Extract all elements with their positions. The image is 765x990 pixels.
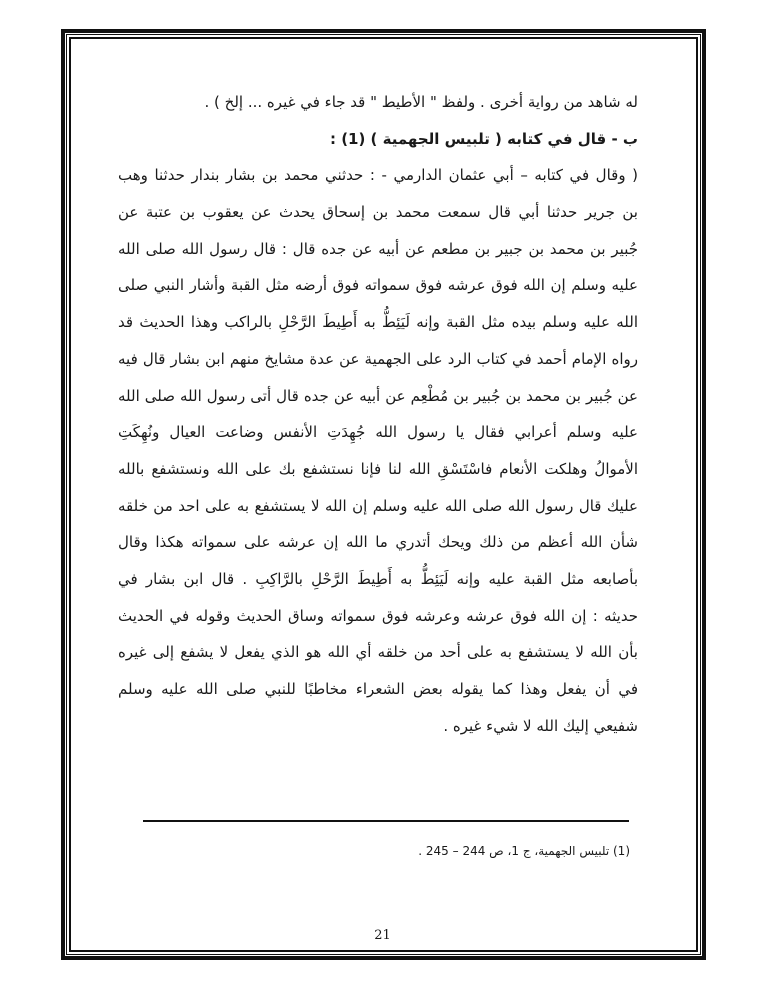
text-line: جُبير بن محمد بن جبير بن مطعم عن أبيه عن جده قال : قال رسول الله صلى الله	[118, 239, 638, 258]
text-line: عن جُبير بن محمد بن جُبير بن مُطْعِم عن أبيه عن جده قال أتى رسول الله صلى الله	[118, 386, 638, 405]
text-line: ( وقال في كتابه – أبي عثمان الدارمي - : حدثني محمد بن بشار بندار حدثنا وهب	[118, 166, 638, 185]
footnote-separator	[143, 820, 629, 822]
text-line: شأن الله أعظم من ذلك ويحك أتدري ما الله إن عرشه على سمواته هكذا وقال	[118, 533, 638, 552]
section-heading: ب - قال في كتابه ( تلبيس الجهمية ) (1) :	[329, 129, 638, 148]
text-line: عليه وسلم إن الله فوق عرشه فوق سمواته فوق أرضه مثل القبة وأشار النبي صلى	[118, 276, 638, 295]
footnote: (1) تلبيس الجهمية، ج 1، ص 244 – 245 .	[418, 844, 630, 858]
text-line: بأصابعه مثل القبة عليه وإنه لَيَئِطُّ به أَطِيطَ الرَّحْلِ بالرَّاكِبِ . قال ابن بشار في	[118, 569, 638, 588]
text-line: عليك قال رسول الله صلى الله عليه وسلم إن الله لا يستشفع به على احد من خلقه	[118, 496, 638, 515]
text-line: بن جرير حدثنا أبي قال سمعت محمد بن إسحاق يحدث عن يعقوب بن عتبة عن	[118, 203, 638, 222]
text-line: رواه الإمام أحمد في كتاب الرد على الجهمية عن عدة مشايخ منهم ابن بشار قال فيه	[118, 349, 638, 368]
text-line: الله عليه وسلم بيده مثل القبة وإنه لَيَئِطُّ به أَطِيطَ الرَّحْلِ بالراكب وهذا الحديث قد	[118, 313, 638, 332]
text-line: له شاهد من رواية أخرى . ولفظ " الأطيط " قد جاء في غيره ... إلخ ) .	[204, 93, 638, 111]
text-line: حديثه : إن الله فوق عرشه وعرشه فوق سمواته وساق الحديث وقوله في الحديث	[118, 606, 638, 625]
text-line: في أن يفعل وهذا كما يقوله بعض الشعراء مخاطبًا للنبي صلى الله عليه وسلم	[118, 680, 638, 698]
text-line: الأموالُ وهلكت الأنعام فاسْتَسْقِ الله لنا فإنا نستشفع بك على الله ونستشفع بالله	[118, 459, 638, 478]
text-line: عليه وسلم أعرابي فقال يا رسول الله جُهِدَتِ الأنفس وضاعت العيال ونُهِكَتِ	[118, 423, 638, 442]
page-number: 21	[374, 928, 391, 943]
text-line: شفيعي إليك الله لا شيء غيره .	[443, 716, 638, 735]
body-text	[118, 84, 638, 744]
text-line: بأن الله لا يستشفع به على أحد من خلقه أي الله هو الذي يفعل لا يشفع إلى غيره	[118, 643, 638, 662]
